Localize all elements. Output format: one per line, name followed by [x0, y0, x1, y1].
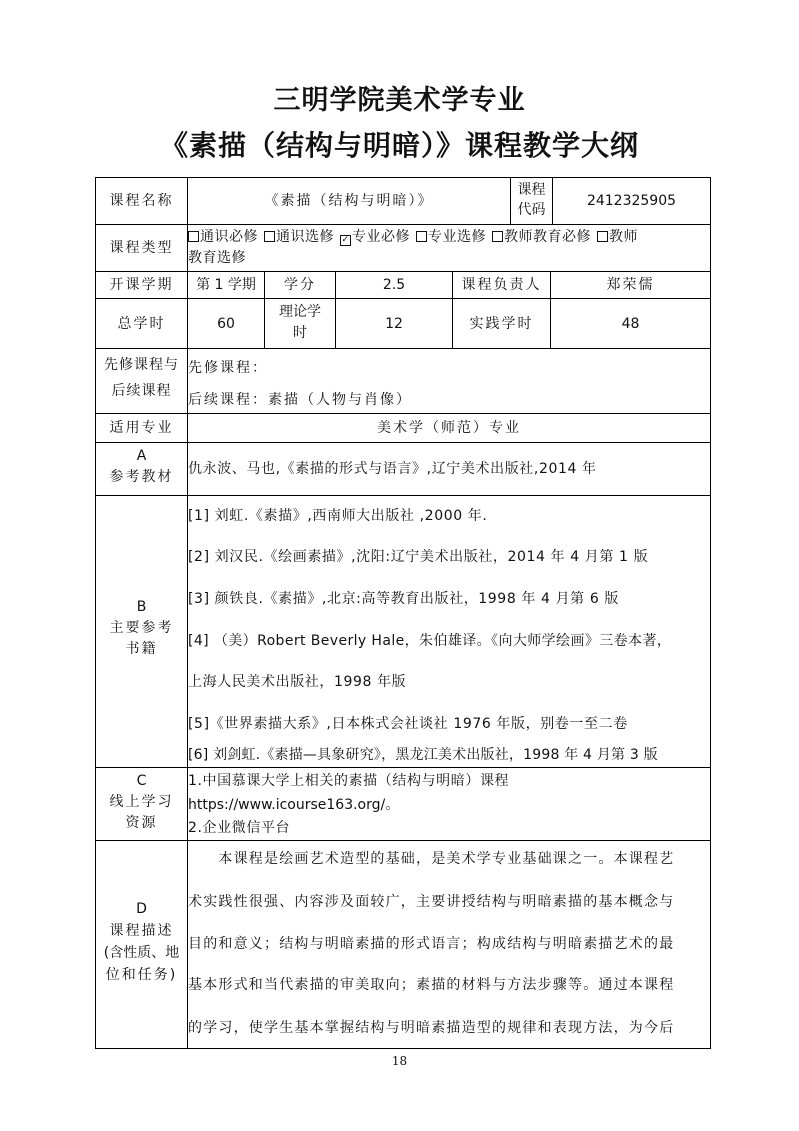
practice-hours-label: 实践学时	[469, 315, 534, 332]
course-type-option-label: 教师	[609, 229, 638, 245]
description-label-line: 位和任务)	[105, 967, 178, 983]
credit-value: 2.5	[382, 277, 406, 293]
theory-hours-value: 12	[385, 315, 403, 332]
reference-item: [2] 刘汉民.《绘画素描》,沈阳:辽宁美术出版社，2014 年 4 月第 1 版	[188, 549, 649, 565]
course-type-option-wrap: 教育选修	[188, 250, 246, 266]
theory-hours-label-line: 时	[293, 325, 307, 341]
course-type-option-list	[188, 227, 710, 248]
description-line: 本课程是绘画艺术造型的基础，是美术学专业基础课之一。本课程艺	[188, 851, 675, 867]
reference-item: [1] 刘虹.《素描》,西南师大出版社 ,2000 年.	[188, 508, 488, 524]
course-type-option[interactable]	[264, 229, 334, 245]
textbook-label-text: 参考教材	[109, 469, 174, 485]
course-type-option[interactable]	[416, 229, 486, 245]
course-type-option[interactable]	[492, 229, 591, 245]
document-subtitle: 《素描（结构与明暗）》课程教学大纲	[159, 129, 639, 162]
course-type-option-label: 专业必修	[352, 229, 410, 245]
description-letter: D	[136, 901, 147, 917]
online-resources-letter: C	[136, 773, 147, 789]
prereq-label-line: 后续课程	[111, 383, 172, 399]
references-label-line: 书籍	[125, 641, 158, 657]
theory-hours-label	[265, 302, 335, 348]
credit-label: 学分	[284, 277, 316, 293]
checkbox-icon[interactable]	[597, 231, 608, 242]
course-owner-value: 郑荣儒	[606, 277, 655, 293]
course-type-option[interactable]	[597, 229, 638, 245]
checkbox-icon[interactable]	[264, 231, 275, 242]
course-type-option[interactable]	[188, 229, 258, 245]
online-resources-label	[96, 771, 187, 837]
course-type-option[interactable]	[340, 229, 410, 245]
course-owner-label: 课程负责人	[461, 277, 542, 293]
course-type-options	[188, 227, 710, 271]
major-label: 适用专业	[109, 420, 174, 436]
online-resource-link[interactable]: https://www.icourse163.org/。	[188, 797, 400, 813]
major-value: 美术学（师范）专业	[377, 420, 521, 436]
term-value: 第 1 学期	[196, 277, 256, 293]
prereq-label	[96, 352, 187, 412]
textbook-value: 仇永波、马也,《素描的形式与语言》,辽宁美术出版社,2014 年	[188, 461, 597, 477]
description-line: 术实践性很强、内容涉及面较广，主要讲授结构与明暗素描的基本概念与	[188, 894, 675, 910]
course-code-label-line: 课程	[517, 182, 546, 198]
prereq-prev: 先修课程：	[188, 360, 268, 376]
checkbox-icon[interactable]	[416, 231, 427, 242]
prereq-label-line: 先修课程与	[104, 357, 179, 373]
checked-checkbox-icon[interactable]: ✓	[341, 235, 350, 245]
course-name-label: 课程名称	[109, 193, 174, 209]
description-label	[96, 898, 187, 988]
course-code-value: 2412325905	[586, 193, 677, 209]
textbook-letter: A	[136, 448, 147, 464]
course-type-option-label: 专业选修	[428, 229, 486, 245]
total-hours-value: 60	[217, 315, 235, 332]
course-type-option-label: 通识必修	[200, 229, 258, 245]
prereq-next: 后续课程：素描（人物与肖像）	[188, 392, 412, 408]
course-name-value: 《素描（结构与明暗）》	[264, 193, 434, 209]
course-type-label: 课程类型	[109, 240, 174, 256]
course-code-label	[511, 180, 552, 224]
references-letter: B	[136, 599, 147, 615]
reference-item: [5]《世界素描大系》,日本株式会社谈社 1976 年版，别卷一至二卷	[188, 716, 628, 732]
term-label: 开课学期	[109, 277, 174, 293]
reference-item: [4] （美）Robert Beverly Hale，朱伯雄译。《向大师学绘画》三卷本著，	[188, 633, 672, 649]
reference-item: [3] 颜铁良.《素描》,北京:高等教育出版社，1998 年 4 月第 6 版	[188, 591, 619, 607]
checkbox-icon[interactable]	[492, 231, 503, 242]
textbook-label	[96, 446, 187, 492]
reference-item: 上海人民美术出版社，1998 年版	[188, 674, 407, 690]
document-title: 三明学院美术学专业	[273, 85, 526, 116]
online-resource-item: 1.中国慕课大学上相关的素描（结构与明暗）课程	[188, 773, 510, 789]
practice-hours-value: 48	[621, 315, 640, 332]
description-line: 目的和意义；结构与明暗素描的形式语言；构成结构与明暗素描艺术的最	[188, 936, 675, 952]
theory-hours-label-line: 理论学	[279, 304, 321, 320]
table-border-right	[710, 177, 711, 1049]
description-line: 基本形式和当代素描的审美取向；素描的材料与方法步骤等。通过本课程	[188, 977, 675, 993]
page-number: 18	[391, 1054, 408, 1068]
checkbox-icon[interactable]	[188, 231, 199, 242]
online-resource-item: 2.企业微信平台	[188, 820, 291, 836]
reference-item: [6] 刘剑虹.《素描—具象研究》，黑龙江美术出版社，1998 年 4 月第 3 版	[188, 747, 658, 763]
course-type-option-label: 教师教育必修	[504, 229, 591, 245]
description-line: 的学习，使学生基本掌握结构与明暗素描造型的规律和表现方法，为今后	[188, 1020, 675, 1036]
total-hours-label: 总学时	[117, 315, 166, 332]
description-label-line: 课程描述	[109, 923, 174, 939]
description-label-line: (含性质、地	[103, 945, 180, 961]
course-code-label-line: 代码	[517, 202, 546, 218]
references-label-line: 主要参考	[109, 620, 174, 636]
online-resources-label-line: 线上学习	[109, 794, 174, 810]
course-type-option-label: 通识选修	[276, 229, 334, 245]
online-resources-label-line: 资源	[125, 815, 158, 831]
references-label	[96, 597, 187, 663]
